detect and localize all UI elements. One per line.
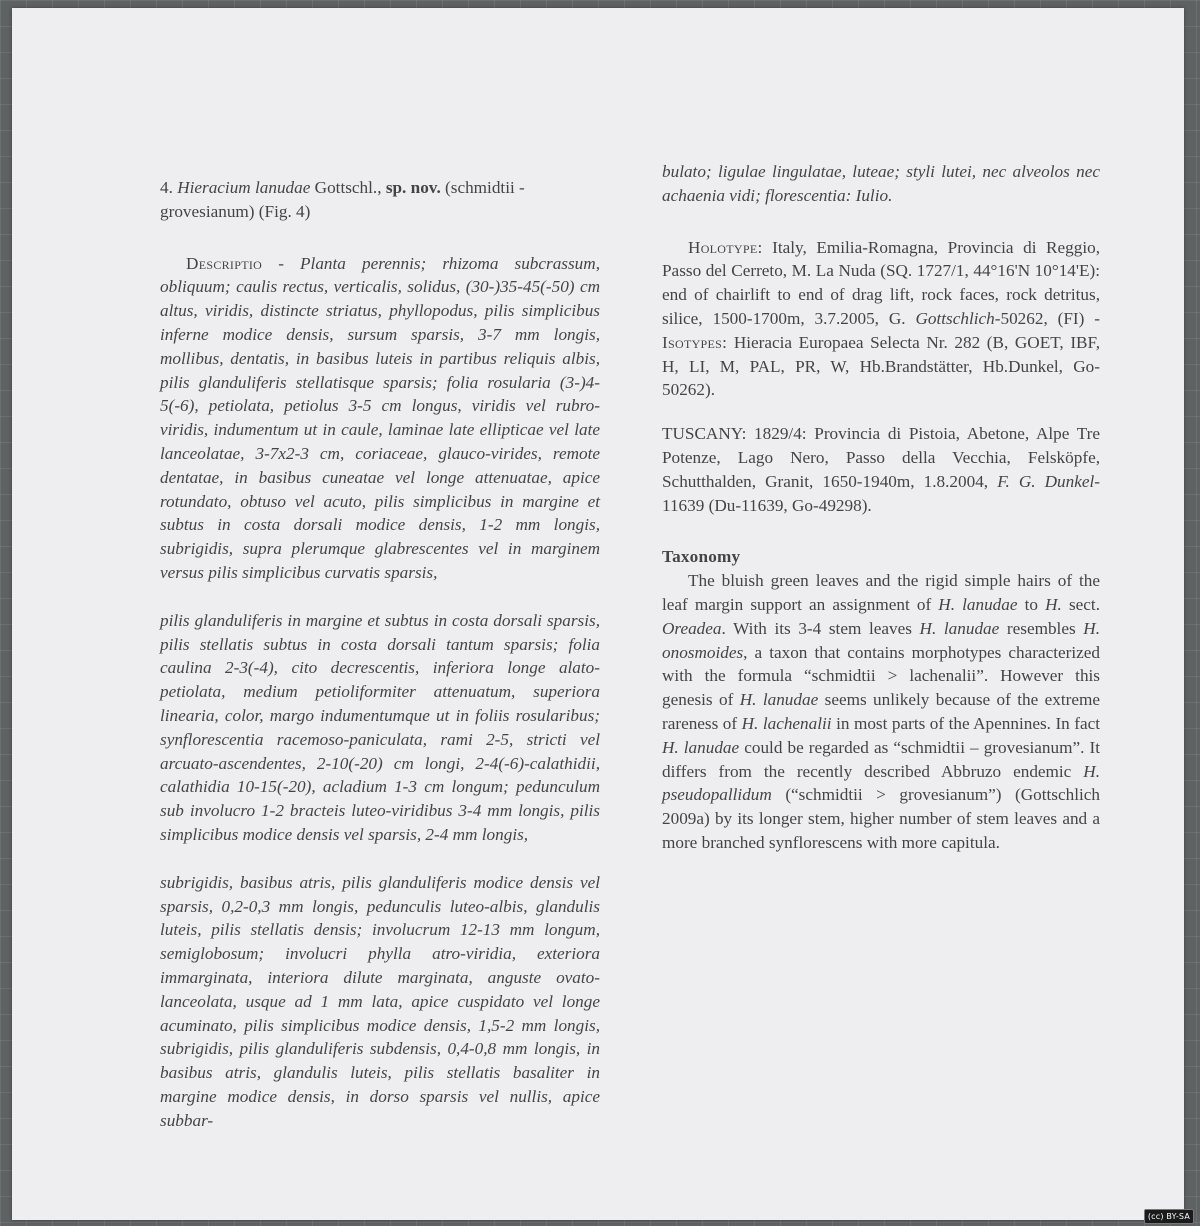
taxon-name: H. pseudopallidum [662,761,1100,805]
tuscany-text-2: -11639 (Du-11639, Go-49298). [662,471,1101,515]
species-name: Hieracium lanudae [177,178,311,197]
cc-license-badge: (cc) BY-SA [1144,1209,1194,1224]
holotype-paragraph [662,236,1100,403]
taxonomy-text: in most parts of the Apennines. In fact [836,713,1101,733]
taxon-name: H. lanudae [662,737,740,757]
description-paragraph-2 [160,609,600,847]
description-label: Descriptio [186,253,263,273]
description-paragraph-1 [160,252,600,585]
description-paragraph-4 [662,160,1100,208]
taxon-name: H. lanudae [739,690,819,710]
description-text-1: Planta perennis; rhizoma subcrassum, obliquum; caulis rectus, verticalis, solidus, (30-)35-45(-50) cm altus, viridis, distincte striatus, phyllopodus, pilis simplicibus inferne modice densis, sursum sparsis, 3-7 mm longis, mollibus, dentatis, in basibus luteis in partibus reliquis albis, pilis glanduliferis stellatisque sparsis; folia rosularia (3-)4-5(-6), petiolata, petiolus 3-5 cm longus, viridis vel rubro-viridis, indumentum ut in caule, laminae late ellipticae vel late lanceolatae, 3-7x2-3 cm, coriaceae, glauco-virides, remote dentatae, in basibus cuneatae vel longe attenuatae, apice rotundato, obtuso vel acuto, pilis simplicibus in margine et subtus in costa dorsali modice densis, 1-2 mm longis, subrigidis, supra plerumque glabrescentes vel in marginem versus pilis simplicibus curvatis sparsis, [160,253,600,582]
taxonomy-text: resembles [1006,618,1076,638]
description-text-3: subrigidis, basibus atris, pilis glanduliferis modice densis vel sparsis, 0,2-0,3 mm longis, pedunculis luteo-albis, glandulis luteis, pilis stellatis densis; involucrum 12-13 mm longum, semiglobosum; involucri phylla atro-viridia, exteriora immarginata, interiora dilute marginata, anguste ovato-lanceolata, usque ad 1 mm lata, apice cuspidato vel longe acuminato, pilis simplicibus modice densis, 1,5-2 mm longis, subrigidis, pilis glanduliferis subdensis, 0,4-0,8 mm longis, in basibus atris, glandulis luteis, pilis stellatis basaliter in margine modice densis, in dorso sparsis vel nullis, apice subbar- [160,872,600,1130]
taxonomy-text: , a taxon that contains morphotypes characterized with the formula “schmidtii > lachenalii”. However this genesis of [662,642,1100,710]
taxon-name: H. lanudae [919,618,1000,638]
taxon-name: H. [1045,594,1062,614]
description-paragraph-3 [160,871,600,1133]
tuscany-text-1: Provincia di Pistoia, Abetone, Alpe Tre Potenze, Lago Nero, Passo della Vecchia, Felsköpfe, Schutthalden, Granit, 1650-1940m, 1.8.2004, [662,424,1100,491]
holotype-label: Holotype: [688,237,763,257]
taxon-name: Oreadea [662,618,722,638]
species-number: 4. [160,178,173,197]
taxonomy-text: (“schmidtii > grovesianum”) (Gottschlich 2009a) by its longer stem, higher number of stem leaves and a more branched synflorescens with more capitula. [662,785,1100,852]
isotypes-label: Isotypes: [662,332,728,352]
right-column [662,160,1100,855]
holotype-collector: Gottschlich [915,308,995,328]
holotype-text-1: Italy, Emilia-Romagna, Provincia di Reggio, Passo del Cerreto, M. La Nuda (SQ. 1727/1, 44°16'N 10°14'E): end of chairlift to end of drag lift, rock faces, rock detritus, silice, 1500-1700m, 3.7.2005, G. [662,237,1101,328]
taxonomy-heading: Taxonomy [662,547,741,567]
species-status: sp. nov. [385,178,441,197]
document-page [12,8,1184,1220]
taxonomy-text: . With its 3-4 stem leaves [721,618,912,638]
species-parentage: (schmidtii - grovesianum) (Fig. 4) [160,178,525,221]
species-heading [160,176,600,224]
taxonomy-text: The bluish green leaves and the rigid simple hairs of the leaf margin support an assignment of [662,571,1100,614]
left-column [160,176,600,1132]
holotype-text-2: -50262, (FI) - [994,308,1100,328]
description-separator: - [262,253,301,273]
taxonomy-text: sect. [1068,594,1100,614]
species-author: Gottschl., [314,178,382,197]
taxon-name: H. onosmoides [662,618,1100,662]
taxonomy-text: seems unlikely because of the extreme rareness of [662,690,1101,733]
taxonomy-paragraph [662,569,1100,855]
tuscany-label: TUSCANY: 1829/4: [662,424,807,444]
tuscany-paragraph [662,422,1100,517]
taxon-name: H. lanudae [938,594,1018,614]
holotype-text-3: Hieracia Europaea Selecta Nr. 282 (B, GOET, IBF, H, LI, M, PAL, PR, W, Hb.Brandstätter, Hb.Dunkel, Go-50262). [662,332,1100,400]
taxon-name: H. lachenalii [741,713,832,733]
description-text-2: pilis glanduliferis in margine et subtus in costa dorsali sparsis, pilis stellatis subtus in costa dorsali tantum sparsis; folia caulina 2-3(-4), cito decrescentis, inferiora longe alato-petiolata, medium petioliformiter attenuatum, superiora linearia, color, margo indumentumque ut in foliis rosularibus; synflorescentia racemoso-paniculata, rami 2-5, stricti vel arcuato-ascendentes, 2-10(-20) cm longi, 2-4(-6)-calathidii, calathidia 10-15(-20), acladium 1-3 cm longum; pedunculum sub involucro 1-2 bracteis luteo-viridibus 3-4 mm longis, pilis simplicibus modice densis vel sparsis, 2-4 mm longis, [160,610,600,844]
description-text-4: bulato; ligulae lingulatae, luteae; styli lutei, nec alveolos nec achaenia vidi; florescentia: Iulio. [662,162,1100,205]
taxonomy-text: to [1024,594,1038,614]
tuscany-collector: F. G. Dunkel [997,471,1095,491]
taxonomy-text: could be regarded as “schmidtii – grovesianum”. It differs from the recently described Abbruzo endemic [662,737,1100,781]
